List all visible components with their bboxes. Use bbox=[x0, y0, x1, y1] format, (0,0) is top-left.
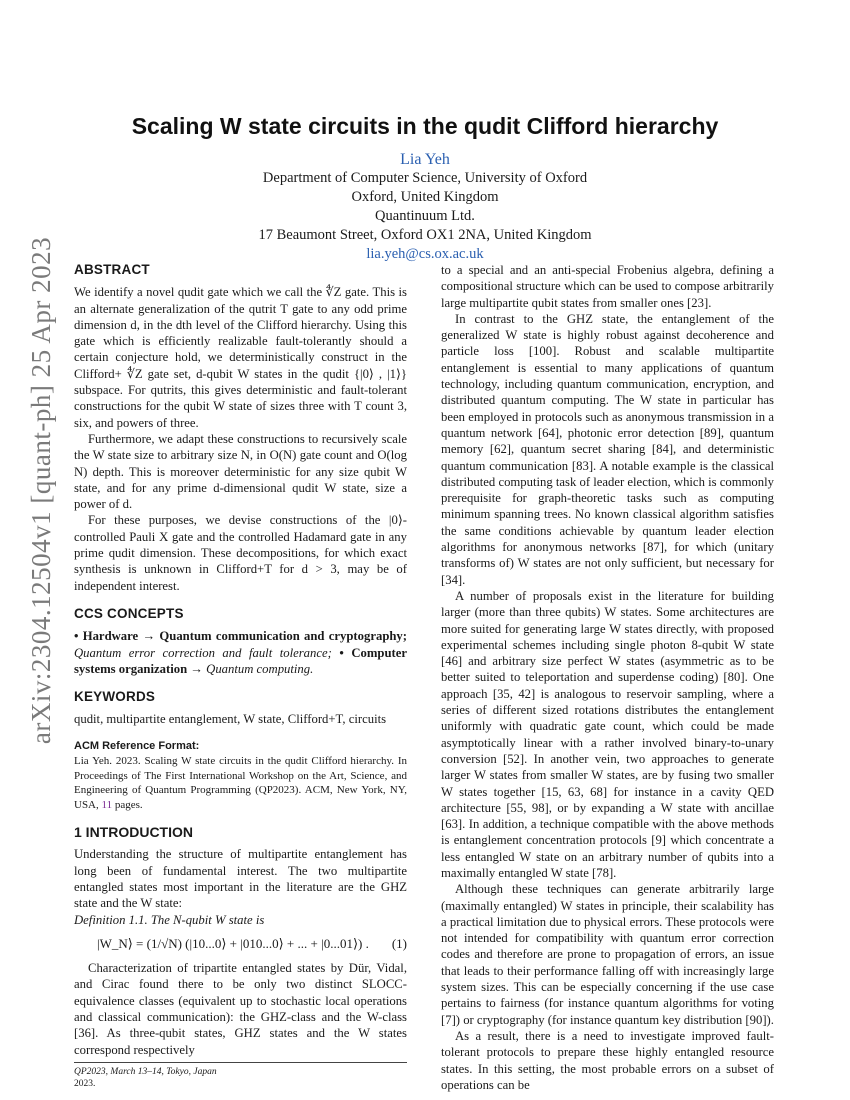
body-paragraph: Although these techniques can generate arbitrarily large (maximally entangled) W states in principle, their scalability has a practical limitation due to physical errors. These protocols were not intended for compatibility with quantum error correction codes and therefore are prone to propagation of errors, an issue that leads to their performance falling off with increasingly large system sizes. This can be especially concerning if the use case pertains to fairness (for instance quantum algorithms for voting [7]) or cryptography (for instance quantum key distribution [90]). bbox=[441, 882, 774, 1027]
affiliation-3: Quantinuum Ltd. bbox=[375, 208, 475, 224]
equation bbox=[74, 936, 407, 952]
equation-number: (1) bbox=[391, 935, 407, 951]
ccs-hardware: • Hardware → Quantum communication and cryptography; bbox=[74, 629, 407, 644]
abstract-paragraph: We identify a novel qudit gate which we call the ∜Z gate. This is an alternate generalization of the qutrit T gate to any odd prime dimension d, in the dth level of the Clifford hierarchy. Using this gate which is efficiently realizable fault-tolerantly should a certain conjecture hold, we deterministically construct in the Clifford+ ∜Z gate set, d-qubit W states in the qudit {|0⟩ , |1⟩} subspace. For qutrits, this gives deterministic and fault-tolerant constructions for the qubit W state of sizes three with T count 3, six, and powers of three. bbox=[74, 285, 407, 430]
acm-label: ACM Reference Format: bbox=[74, 739, 200, 752]
left-column bbox=[74, 262, 407, 1058]
author-block bbox=[0, 150, 850, 264]
intro-heading: 1 INTRODUCTION bbox=[74, 824, 193, 841]
acm-pages-link[interactable]: 11 bbox=[101, 798, 113, 811]
body-paragraph: In contrast to the GHZ state, the entanglement of the generalized W state is highly robust against decoherence and particle loss [100]. Robust and scalable multipartite entanglement is essential to many applications of quantum technology, including quantum communication, encryption, and distributed quantum computing. The W state in particular has been employed in protocols such as anonymous transmission in a quantum network [64], photonic error detection [89], quantum memory [62], quantum secret sharing [84], and deterministic quantum communication [83]. A notable example is the classical distributed computing task of leader election, which is commonly prerequisite for graph-theoretic tasks such as computing minimum spanning trees. No known classical algorithm satisfies the same conditions achievable by quantum leader election algorithms for anonymous networks [87], for which (unitary transforms of) W states are not only sufficient, but necessary for [34]. bbox=[441, 311, 774, 587]
equation-body: |W_N⟩ = (1/√N) (|10...0⟩ + |010...0⟩ + ... + |0...01⟩) . bbox=[96, 935, 369, 951]
keywords-heading: KEYWORDS bbox=[74, 689, 156, 705]
footer-year: 2023. bbox=[74, 1079, 96, 1089]
abstract-heading: ABSTRACT bbox=[74, 262, 150, 277]
body-paragraph: As a result, there is a need to investigate improved fault-tolerant protocols to prepare these highly entangled resource states. In this setting, the most probable errors on a subset of operations can be bbox=[441, 1028, 774, 1092]
ccs-heading: CCS CONCEPTS bbox=[74, 605, 184, 621]
intro-paragraph: Understanding the structure of multipartite entanglement has long been of fundamental interest. The two multipartite entangled states most important in the literature are the GHZ state and the W state: bbox=[74, 847, 407, 911]
body-paragraph: to a special and an anti-special Frobenius algebra, defining a compositional structure which can be used to compose arbitrarily large multipartite qubit states from smaller ones [23]. bbox=[441, 263, 774, 310]
footer-venue: QP2023, March 13–14, Tokyo, Japan bbox=[74, 1067, 217, 1077]
right-column bbox=[441, 262, 774, 1093]
ccs-systems: • Computer systems organization → bbox=[74, 645, 408, 676]
ccs-concepts bbox=[74, 628, 407, 677]
ccs-qc: Quantum computing. bbox=[206, 661, 314, 676]
arxiv-stamp: arXiv:2304.12504v1 [quant-ph] 25 Apr 2023 bbox=[26, 236, 57, 744]
body-paragraph: A number of proposals exist in the literature for building larger (more than three qubits) W states. Some architectures are more suited for generating large W states directly, with proposed experimental schemes including single photon 8-qubit W state [46] and arbitrary size perfect W states (asymmetric as to be better suited to teleportation and superdense coding) [80]. One approach [35, 42] is analogous to reservoir sampling, where a series of different sized rotations distributes the entanglement uniformly with quadratic gate count, which could be made asymptotically linear with a rather involved binary-to-unary conversion [52]. In another vein, two approaches to generate larger W states from smaller W states, are by fusing two smaller W states together [15, 63, 68] for instance in a cavity QED architecture [55, 98], or by expanding a W state with ancillae [63]. In addition, a technique compatible with the above methods is entanglement concentration protocols [9] which concentrate a less entangled W state on an arbitrary number of qubits into a maximally entangled W state [78]. bbox=[441, 588, 774, 880]
definition: Definition 1.1. The N-qubit W state is bbox=[74, 912, 265, 927]
affiliation-1: Department of Computer Science, University of Oxford bbox=[262, 170, 588, 186]
affiliation-4: 17 Beaumont Street, Oxford OX1 2NA, United Kingdom bbox=[258, 227, 592, 243]
author-email-link[interactable]: lia.yeh@cs.ox.ac.uk bbox=[366, 246, 484, 262]
intro-paragraph: Characterization of tripartite entangled states by Dür, Vidal, and Cirac found there to be only two distinct SLOCC-equivalence classes (equivalent up to stochastic local operations and classical communication): the GHZ-class and the W-class [36]. As three-qubit states, GHZ states and the W states correspond respectively bbox=[74, 961, 407, 1057]
author-name: Lia Yeh bbox=[400, 151, 450, 168]
affiliation-2: Oxford, United Kingdom bbox=[351, 189, 499, 205]
ccs-qec: Quantum error correction and fault tolerance; bbox=[74, 645, 332, 660]
paper-title: Scaling W state circuits in the qudit Clifford hierarchy bbox=[131, 113, 719, 139]
abstract-paragraph: For these purposes, we devise constructions of the |0⟩-controlled Pauli X gate and the controlled Hadamard gate in any prime qudit dimension. These decompositions, for which exact synthesis is unknown in Clifford+T for d > 3, may be of independent interest. bbox=[74, 513, 407, 593]
abstract-paragraph: Furthermore, we adapt these constructions to recursively scale the W state size to arbitrary size N, in O(N) gate count and O(log N) depth. This is moreover deterministic for any size qubit W state, and for any prime d-dimensional qudit W state, size a power of d. bbox=[74, 431, 407, 512]
keywords-text: qudit, multipartite entanglement, W state, Clifford+T, circuits bbox=[74, 712, 387, 727]
acm-reference: Lia Yeh. 2023. Scaling W state circuits in the qudit Clifford hierarchy. In Proceedings of The First International Workshop on the Art, Science, and Engineering of Quantum Programming (QP2023). ACM, New York, NY, USA, 11 pages. bbox=[74, 755, 407, 811]
footer-note bbox=[74, 1062, 407, 1090]
